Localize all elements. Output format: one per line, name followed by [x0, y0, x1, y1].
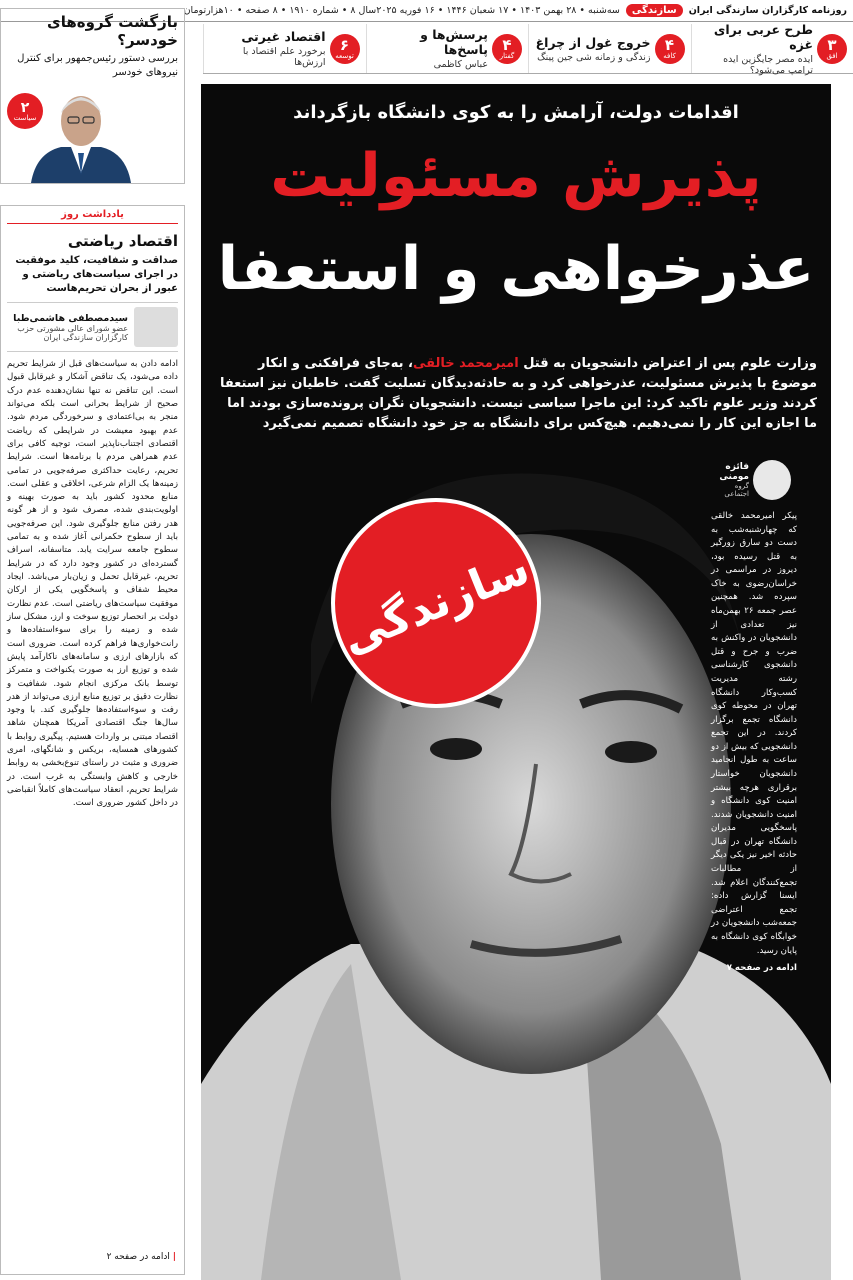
logo-mini: سازندگی [626, 4, 683, 17]
headline-white[interactable]: عذرخواهی و استعفا [217, 234, 815, 304]
teaser-subtitle: عباس کاظمی [433, 59, 488, 70]
teaser-title: پرسش‌ها و پاسخ‌ها [420, 27, 488, 57]
cover-story [201, 84, 831, 1280]
author-avatar [134, 307, 178, 347]
politics-teaser-title: بازگشت گروه‌های خودسر؟ [46, 13, 178, 49]
editorial-body: ادامه دادن به سیاست‌های قبل از شرایط تحریم داده می‌شود، یک تناقض آشکار و غیرقابل قبول است. این تناقض نه تنها نشان‌دهنده عدم درک صحیح از شرایط بحرانی است بلکه می‌تواند منجر به بی‌اعتمادی و سرخوردگی مردم شود. عدم بهبود معیشت در شرایطی که ریاضت اقتصادی اجتناب‌ناپذیر است، توجیه کافی برای عدم همراهی مردم با برنامه‌ها است. شرایط تحریم، رعایت حداکثری صرفه‌جویی در تمامی زمینه‌ها یک الزام شرعی، اخلاقی و عقلی است. منابع محدود کشور باید به صورت بهینه و اولویت‌بندی شده، مصرف شود و از هر گونه هدر رفتن منابع جلوگیری شود. این صرفه‌جویی باید از سطوح حکمرانی آغاز شده و به تمامی سطوح جامعه سرایت یابد. متاسفانه، اسراف گسترده‌ای در کشور وجود دارد که در شرایط تحریم، غیرقابل تحمل و زیان‌بار می‌باشد. ایجاد محیط شفاف و پاسخگویی یکی از ارکان موفقیت سیاست‌های ریاضتی است. عدم نظارت دولت بر انحصار توزیع سوخت و ارز، مشکل ساز شده و زمینه را برای سوءاستفاده‌ها و رانت‌خواری‌ها فراهم کرده است. ضروری است که بازارهای ارزی و سامانه‌های ناکارآمد پایش شده و توزیع ارز به صورت یکنواخت و متمرکز توسط بانک مرکزی انجام شود. شفافیت و نظارت دقیق بر توزیع منابع ارزی می‌تواند از هدر رفت و سوءاستفاده‌ها جلوگیری کند. با وجود سال‌ها جنگ اقتصادی آمریکا همچنان شاهد اقتصاد مبتنی بر واردات هستیم. پیگیری روابط با کشورهای همسایه، بریکس و شانگهای، امری ضروری و مثبت در راستای تنوع‌بخشی به روابط خارجی و کاهش وابستگی به غرب است. در شرایط تحریم، انعقاد سیاست‌های کاملاً انقباضی در داخل کشور ضروری است. [6, 359, 178, 809]
teaser-page-badge: ۴ گفتار [492, 34, 522, 64]
story-continue-link[interactable]: ادامه در صفحه ۷ [726, 963, 797, 974]
teaser-item[interactable] [691, 21, 853, 76]
author-avatar [753, 460, 791, 500]
story-author [711, 460, 791, 500]
editorial-lede: صداقت و شفافیت، کلید موفقیت در اجرای سیاست‌های ریاضتی و عبور از بحران تحریم‌هاست [15, 255, 178, 294]
teaser-page-badge: ۶ توسعه [330, 34, 360, 64]
teaser-page-badge: ۴ کافه [655, 34, 685, 64]
teaser-item[interactable] [203, 24, 366, 73]
victim-name: امیرمحمد خالقی [412, 356, 519, 371]
issue-meta: سال ۸ • شماره ۱۹۱۰ • ۸ صفحه • ۱۰هزارتومان [183, 5, 377, 16]
teaser-subtitle: ایده مصر جایگزین ایده ترامپ می‌شود؟ [723, 53, 813, 76]
teaser-title: طرح عربی برای غزه [713, 21, 813, 52]
author-role: گروه اجتماعی [724, 482, 749, 498]
editorial-title[interactable]: اقتصاد ریاضتی [67, 232, 178, 250]
story-body: پیکر امیرمحمد خالقی که چهارشنبه‌شب به دست دو سارق زورگیر به قتل رسیده بود، دیروز در مراسمی در خراسان‌رضوی به خاک سپرده شد. همچنین عصر جمعه ۲۶ بهمن‌ماه نیز تعدادی از دانشجویان در واکنش به ضرب و جرح و قتل دانشجوی کارشناسی رشته مدیریت کسب‌وکار دانشگاه تهران در محوطه کوی دانشگاه تجمع برگزار کردند. در این تجمع دانشجویی که بیش از دو ساعت به طول انجامید دانشجویان خواستار برقراری هرچه بیشتر امنیت کوی دانشگاه و امنیت دانشجویان شدند. پاسخگویی مدیران دانشگاه تهران در قبال حادثه اخیر نیز یکی دیگر از مطالبات تجمع‌کنندگان اعلام شد. ایسنا گزارش داده: تجمع اعتراضی جمعه‌شب دانشجویان در خوابگاه کوی دانشگاه به پایان رسید. ادامه در صفحه ۷ [711, 510, 797, 976]
author-name: فائزه مومنی [719, 462, 749, 482]
story-lead: وزارت علوم پس از اعتراض دانشجویان به قتل امیرمحمد خالقی، به‌جای فرافکنی و انکار موضوع با پذیرش مسئولیت، عذرخواهی کرد و به حادثه‌دیدگان تسلیت گفت. خاطیان نیز استعفا کردند وزیر علوم تاکید کرد: این ماجرا سیاسی نیست. دانشجویان نگران پرونده‌سازی بودند اما ما اجازه این کار را نمی‌دهیم. هیچ‌کس برای دانشگاه به جز خود دانشگاه تصمیم نمی‌گیرد [219, 356, 817, 432]
story-supra-headline: اقدامات دولت، آرامش را به کوی دانشگاه بازگرداند [293, 102, 739, 123]
author-name: سیدمصطفی هاشمی‌طبا [13, 312, 128, 324]
president-portrait [26, 83, 136, 183]
teaser-bar [203, 21, 853, 76]
teaser-item[interactable] [528, 24, 691, 73]
editorial-column [0, 205, 185, 1275]
teaser-item[interactable] [366, 24, 529, 73]
paper-name: روزنامه کارگزاران سازندگی ایران [688, 5, 847, 16]
issue-date: سه‌شنبه • ۲۸ بهمن ۱۴۰۳ • ۱۷ شعبان ۱۴۴۶ • ۱۶ فوریه ۲۰۲۵ [376, 5, 620, 16]
page-badge: ۲ سیاست [7, 93, 43, 129]
editorial-author [7, 302, 178, 352]
editorial-continue-link[interactable]: | ادامه در صفحه ۲ [106, 1252, 176, 1262]
politics-teaser-box[interactable] [0, 8, 185, 184]
author-role: عضو شورای عالی مشورتی حزب کارگزاران سازندگی ایران [17, 323, 128, 342]
teaser-subtitle: برخورد علم اقتصاد با ارزش‌ها [242, 46, 326, 68]
politics-teaser-summary: بررسی دستور رئیس‌جمهور برای کنترل نیروهای خودسر [17, 53, 178, 78]
teaser-subtitle: زندگی و زمانه شی جین پینگ [537, 51, 651, 63]
sazandegi-logo: سازندگی [331, 498, 541, 708]
teaser-title: اقتصاد غیرتی [241, 29, 326, 44]
editorial-kicker: یادداشت روز [7, 206, 178, 224]
headline-red[interactable]: پذیرش مسئولیت [270, 141, 762, 211]
teaser-page-badge: ۳ افق [817, 34, 847, 64]
teaser-title: خروج غول از چراغ [535, 34, 651, 50]
